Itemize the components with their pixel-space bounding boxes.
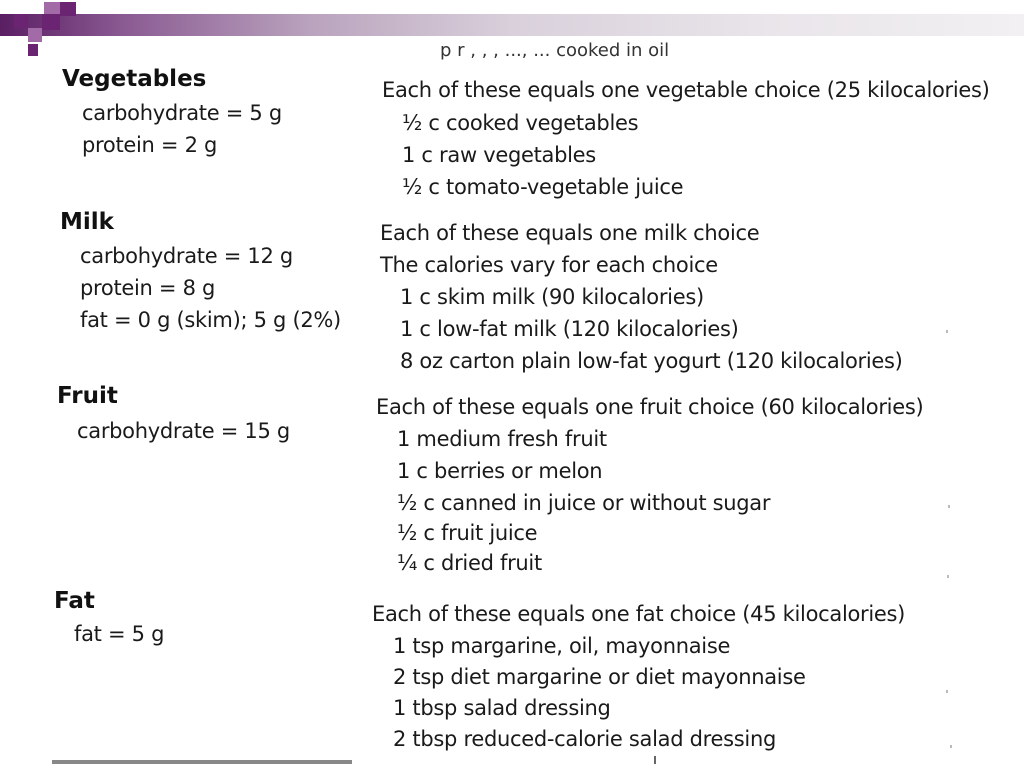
heading-milk: Milk — [60, 209, 114, 235]
choice-intro: Each of these equals one fruit choice (60 kilocalories) — [376, 395, 924, 419]
choice-intro: Each of these equals one vegetable choice (25 kilocalories) — [382, 78, 990, 102]
scan-speck — [654, 756, 656, 764]
slide-header-bar — [0, 14, 1024, 36]
choice-item: ½ c canned in juice or without sugar — [397, 491, 771, 515]
scan-speck — [948, 505, 950, 508]
choice-item: 1 c low-fat milk (120 kilocalories) — [400, 317, 739, 341]
choice-item: 1 c skim milk (90 kilocalories) — [400, 285, 704, 309]
choice-note: The calories vary for each choice — [380, 253, 718, 277]
cut-off-scan-text — [360, 36, 830, 62]
choice-item: 1 tbsp salad dressing — [393, 696, 611, 720]
nutrient-line: carbohydrate = 12 g — [80, 244, 293, 268]
decor-square — [60, 2, 76, 16]
choice-item: ½ c cooked vegetables — [402, 111, 639, 135]
nutrient-line: fat = 5 g — [74, 622, 165, 646]
choice-item: ½ c fruit juice — [397, 521, 538, 545]
decor-square — [28, 44, 38, 56]
choice-item: ½ c tomato-vegetable juice — [402, 175, 684, 199]
choice-item: ¼ c dried fruit — [397, 551, 542, 575]
choice-item: 1 tsp margarine, oil, mayonnaise — [393, 634, 731, 658]
cut-off-text: p r , , , ..., ... cooked in oil — [440, 40, 670, 61]
nutrient-line: carbohydrate = 15 g — [77, 419, 290, 443]
scan-speck — [946, 690, 948, 693]
nutrient-line: carbohydrate = 5 g — [82, 101, 282, 125]
scan-speck — [950, 745, 952, 748]
nutrient-line: fat = 0 g (skim); 5 g (2%) — [80, 308, 341, 332]
scan-speck — [946, 330, 948, 333]
choice-item: 2 tbsp reduced-calorie salad dressing — [393, 727, 777, 751]
nutrient-line: protein = 2 g — [82, 133, 218, 157]
decor-square — [28, 28, 42, 42]
choice-item: 1 medium fresh fruit — [397, 427, 607, 451]
decor-square — [42, 14, 60, 30]
heading-vegetables: Vegetables — [62, 66, 207, 92]
choice-item: 8 oz carton plain low-fat yogurt (120 kilocalories) — [400, 349, 903, 373]
decor-square — [14, 14, 28, 28]
bottom-rule — [52, 760, 352, 764]
choice-item: 1 c raw vegetables — [402, 143, 596, 167]
choice-intro: Each of these equals one milk choice — [380, 221, 760, 245]
nutrient-line: protein = 8 g — [80, 276, 216, 300]
heading-fat: Fat — [54, 588, 95, 614]
choice-item: 2 tsp diet margarine or diet mayonnaise — [393, 665, 806, 689]
choice-item: 1 c berries or melon — [397, 459, 603, 483]
heading-fruit: Fruit — [57, 383, 118, 409]
scan-speck — [947, 575, 949, 578]
choice-intro: Each of these equals one fat choice (45 kilocalories) — [372, 602, 906, 626]
